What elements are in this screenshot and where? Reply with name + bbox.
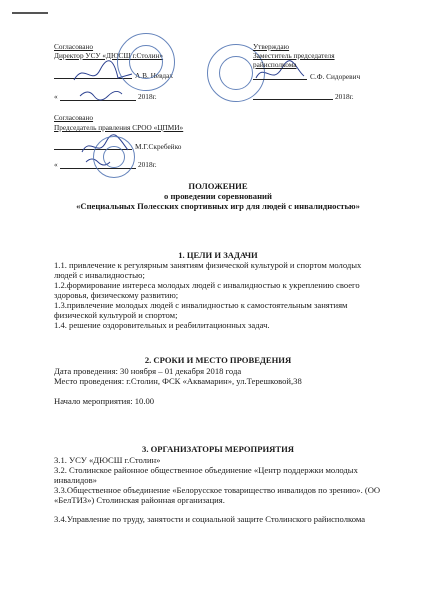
round-stamp-school bbox=[117, 33, 175, 91]
section1-item-3: 1.3.привлечение молодых людей с инвалидностью к самостоятельным занятиям физической культурой и спортом; bbox=[54, 300, 348, 320]
section1-item-1: 1.1. привлечение к регулярным занятиям физической культурой и спортом молодых людей с инвалидностью; bbox=[54, 260, 362, 280]
document-event-name: «Специальных Полесских спортивных игр для людей с инвалидностью» bbox=[76, 201, 360, 211]
agreed2-label: Согласовано bbox=[54, 113, 94, 122]
approved-signature-line bbox=[253, 79, 307, 80]
approved-date-line bbox=[253, 99, 333, 100]
section2-place: Место проведения: г.Столин, ФСК «Аквамарин», ул.Терешковой,38 bbox=[54, 376, 302, 386]
round-stamp-association bbox=[93, 136, 135, 178]
agreed1-position: Директор УСУ «ДЮСШ г.Столин» bbox=[54, 51, 164, 60]
document-title: ПОЛОЖЕНИЕ bbox=[188, 181, 248, 191]
agreed2-position: Председатель правления СРОО «ЦПМИ» bbox=[54, 123, 184, 132]
agreed1-year: 2018г. bbox=[138, 92, 157, 101]
agreed1-label: Согласовано bbox=[54, 42, 94, 51]
section3-item-3: 3.3.Общественное объединение «Белорусское товарищество инвалидов по зрению». (ОО «БелТИЗ») Столинская районная организация. bbox=[54, 485, 381, 505]
approved-name: С.Ф. Сидоревич bbox=[310, 72, 361, 81]
scan-mark bbox=[12, 12, 48, 14]
agreed2-name: М.Г.Скребейко bbox=[135, 142, 182, 151]
section3-item-4: 3.4.Управление по труду, занятости и социальной защите Столинского райисполкома bbox=[54, 514, 366, 524]
document-subtitle: о проведении соревнований bbox=[164, 191, 272, 201]
approved-year: 2018г. bbox=[335, 92, 354, 101]
approved-label: Утверждаю bbox=[253, 42, 290, 51]
approved-position-line1: Заместитель председателя bbox=[253, 51, 335, 60]
section1-item-2: 1.2.формирование интереса молодых людей с инвалидностью к укреплению своего здоровья, физическому развитию; bbox=[54, 280, 360, 300]
agreed2-date-open: « bbox=[54, 160, 58, 169]
agreed2-year: 2018г. bbox=[138, 160, 157, 169]
section2-start-time: Начало мероприятия: 10.00 bbox=[54, 396, 155, 406]
section2-heading: 2. СРОКИ И МЕСТО ПРОВЕДЕНИЯ bbox=[144, 355, 292, 365]
section1-item-4: 1.4. решение оздоровительных и реабилитационных задач. bbox=[54, 320, 270, 330]
section3-heading: 3. ОРГАНИЗАТОРЫ МЕРОПРИЯТИЯ bbox=[142, 444, 294, 454]
agreed1-date-open: « bbox=[54, 92, 58, 101]
agreed1-name: А.В. Невдах bbox=[135, 71, 173, 80]
section1-heading: 1. ЦЕЛИ И ЗАДАЧИ bbox=[178, 250, 258, 260]
section3-item-1: 3.1. УСУ «ДЮСШ г.Столин» bbox=[54, 455, 161, 465]
section3-item-2: 3.2. Столинское районное общественное объединение «Центр поддержки молодых инвалидов» bbox=[54, 465, 358, 485]
section2-date: Дата проведения: 30 ноября – 01 декабря 2018 года bbox=[54, 366, 242, 376]
approved-position-line2: райисполкома bbox=[253, 60, 297, 69]
